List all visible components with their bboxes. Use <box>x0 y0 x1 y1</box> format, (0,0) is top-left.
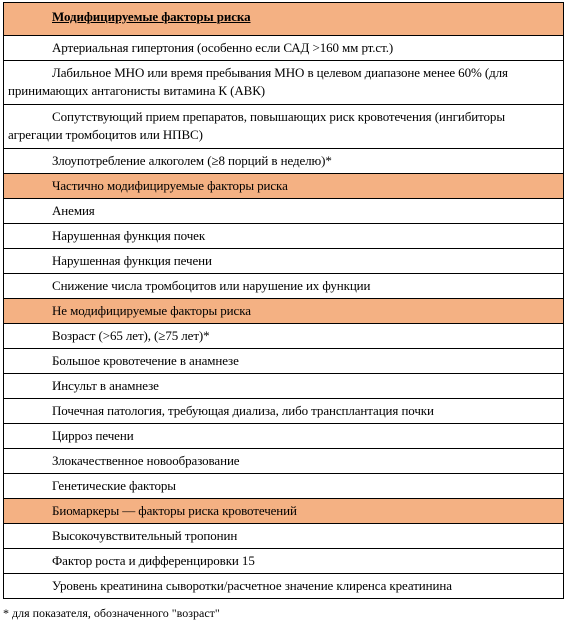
table-row <box>4 424 564 449</box>
table-row <box>4 549 564 574</box>
table-row <box>4 374 564 399</box>
table-row <box>4 36 564 61</box>
table-row <box>4 574 564 599</box>
table-row <box>4 399 564 424</box>
table-row <box>4 249 564 274</box>
risk-factor-cell: Высокочувствительный тропонин <box>4 524 564 549</box>
section-header-non-modifiable <box>4 299 564 324</box>
table-row <box>4 524 564 549</box>
footnote: * для показателя, обозначенного "возраст" <box>3 606 220 620</box>
table-row <box>4 474 564 499</box>
risk-factor-cell: Большое кровотечение в анамнезе <box>4 349 564 374</box>
risk-factor-cell: Злокачественное новообразование <box>4 449 564 474</box>
risk-factors-table <box>3 2 564 599</box>
section-header-modifiable <box>4 3 564 36</box>
risk-factor-cell: Почечная патология, требующая диализа, либо трансплантация почки <box>4 399 564 424</box>
risk-factors-table-container <box>3 2 564 599</box>
table-row <box>4 61 564 105</box>
table-title: Модифицируемые факторы риска <box>4 3 564 36</box>
section-header-biomarkers <box>4 499 564 524</box>
risk-factor-cell: Анемия <box>4 199 564 224</box>
section-header-label: Биомаркеры — факторы риска кровотечений <box>4 499 564 524</box>
risk-factor-cell: Лабильное МНО или время пребывания МНО в целевом диапазоне менее 60% (для принимающих антагонисты витамина К (АВК) <box>4 61 564 105</box>
risk-factor-cell: Злоупотребление алкоголем (≥8 порций в неделю)* <box>4 149 564 174</box>
table-row <box>4 274 564 299</box>
table-row <box>4 224 564 249</box>
section-header-label: Не модифицируемые факторы риска <box>4 299 564 324</box>
table-row <box>4 349 564 374</box>
risk-factor-cell: Цирроз печени <box>4 424 564 449</box>
risk-factor-cell: Фактор роста и дифференцировки 15 <box>4 549 564 574</box>
risk-factor-cell: Артериальная гипертония (особенно если САД >160 мм рт.ст.) <box>4 36 564 61</box>
risk-factor-cell: Возраст (>65 лет), (≥75 лет)* <box>4 324 564 349</box>
risk-factor-cell: Сопутствующий прием препаратов, повышающих риск кровотечения (ингибиторы агрегации тромбоцитов или НПВС) <box>4 105 564 149</box>
table-row <box>4 449 564 474</box>
risk-factor-cell: Нарушенная функция печени <box>4 249 564 274</box>
section-header-partially-modifiable <box>4 174 564 199</box>
table-row <box>4 105 564 149</box>
table-row <box>4 324 564 349</box>
table-row <box>4 149 564 174</box>
risk-factor-cell: Нарушенная функция почек <box>4 224 564 249</box>
risk-factor-cell: Уровень креатинина сыворотки/расчетное значение клиренса креатинина <box>4 574 564 599</box>
risk-factor-cell: Генетические факторы <box>4 474 564 499</box>
risk-factor-cell: Снижение числа тромбоцитов или нарушение их функции <box>4 274 564 299</box>
section-header-label: Частично модифицируемые факторы риска <box>4 174 564 199</box>
risk-factor-cell: Инсульт в анамнезе <box>4 374 564 399</box>
table-row <box>4 199 564 224</box>
